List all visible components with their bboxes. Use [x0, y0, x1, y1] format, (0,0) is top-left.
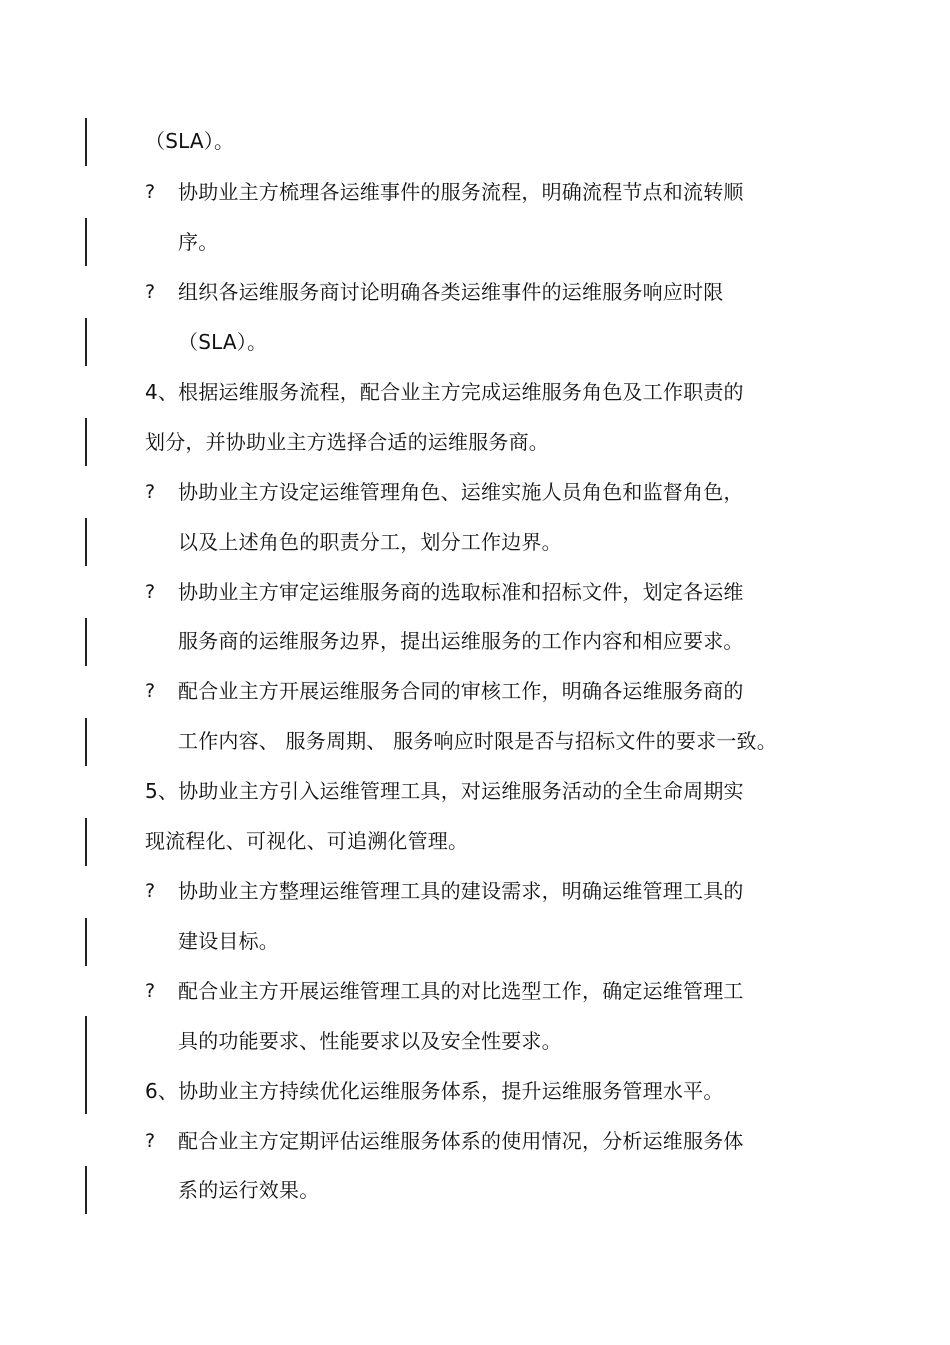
bullet-marker: ?: [145, 281, 156, 303]
text-line: 协助业主方审定运维服务商的选取标准和招标文件，划定各运维: [178, 580, 744, 604]
text-line: 配合业主方开展运维管理工具的对比选型工作，确定运维管理工: [178, 979, 744, 1003]
margin-bar: [85, 718, 87, 766]
bullet-marker: ?: [145, 880, 156, 902]
margin-bar: [85, 118, 87, 166]
text-line: 以及上述角色的职责分工，划分工作边界。: [178, 530, 562, 554]
text-line: 服务商的运维服务边界，提出运维服务的工作内容和相应要求。: [178, 629, 744, 653]
margin-bar: [85, 518, 87, 566]
text-line: 划分，并协助业主方选择合适的运维服务商。: [145, 430, 549, 454]
bullet-marker: ?: [145, 980, 156, 1002]
text-line: （SLA）。: [178, 330, 268, 354]
text-line: 工作内容、 服务周期、 服务响应时限是否与招标文件的要求一致。: [178, 729, 777, 753]
bullet-marker: ?: [145, 680, 156, 702]
text-line: 组织各运维服务商讨论明确各类运维事件的运维服务响应时限: [178, 280, 724, 304]
text-line: 序。: [178, 230, 219, 254]
margin-bar: [85, 818, 87, 866]
text-line: 协助业主方整理运维管理工具的建设需求，明确运维管理工具的: [178, 879, 744, 903]
text-line: 协助业主方梳理各运维事件的服务流程，明确流程节点和流转顺: [178, 180, 744, 204]
text-line: 现流程化、可视化、可追溯化管理。: [145, 829, 469, 853]
text-line: 配合业主方定期评估运维服务体系的使用情况，分析运维服务体: [178, 1129, 744, 1153]
margin-bar: [85, 218, 87, 266]
bullet-marker: ?: [145, 181, 156, 203]
margin-bar: [85, 618, 87, 666]
text-line: 建设目标。: [178, 929, 279, 953]
text-line: 6、协助业主方持续优化运维服务体系，提升运维服务管理水平。: [145, 1079, 724, 1103]
margin-bar: [85, 918, 87, 966]
margin-bar: [85, 318, 87, 366]
text-line: 具的功能要求、性能要求以及安全性要求。: [178, 1029, 562, 1053]
bullet-marker: ?: [145, 481, 156, 503]
text-line: （SLA）。: [145, 129, 235, 153]
text-line: 4、根据运维服务流程，配合业主方完成运维服务角色及工作职责的: [145, 380, 744, 404]
text-line: 5、协助业主方引入运维管理工具，对运维服务活动的全生命周期实: [145, 779, 744, 803]
text-line: 协助业主方设定运维管理角色、运维实施人员角色和监督角色，: [178, 480, 744, 504]
text-line: 配合业主方开展运维服务合同的审核工作，明确各运维服务商的: [178, 679, 744, 703]
margin-bar: [85, 1016, 87, 1114]
bullet-marker: ?: [145, 581, 156, 603]
margin-bar: [85, 1166, 87, 1214]
text-line: 系的运行效果。: [178, 1178, 320, 1202]
bullet-marker: ?: [145, 1130, 156, 1152]
margin-bar: [85, 418, 87, 466]
